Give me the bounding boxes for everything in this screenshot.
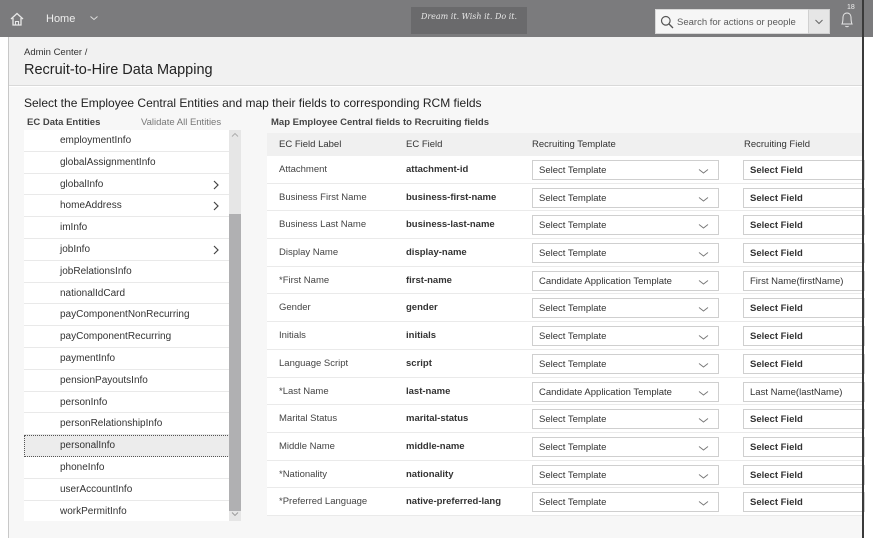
entity-item[interactable] [24,501,230,521]
ec-field-label: Middle Name [279,440,335,452]
recruiting-template-select[interactable] [532,326,719,346]
entity-item[interactable] [24,130,230,152]
recruiting-field-select[interactable] [743,215,865,235]
intro-text: Select the Employee Central Entities and map their fields to corresponding RCM fields [24,96,482,110]
entity-item[interactable] [24,370,230,392]
recruiting-field-select[interactable] [743,271,865,291]
chevron-down-icon [698,500,709,507]
chevron-down-icon [698,390,709,397]
ec-field-id: initials [406,330,437,342]
recruiting-template-select[interactable] [532,160,719,180]
chevron-down-icon [698,334,709,341]
content-area [9,87,862,538]
chevron-right-icon[interactable] [212,180,220,190]
recruiting-field-select[interactable] [743,492,865,512]
chevron-down-icon [698,306,709,313]
recruiting-template-select[interactable] [532,215,719,235]
entity-item[interactable] [24,217,230,239]
table-row [267,405,863,433]
recruiting-template-value: Select Template [539,497,607,509]
recruiting-template-value: Candidate Application Template [539,386,672,398]
chevron-down-icon [698,279,709,286]
table-row [267,239,863,267]
recruiting-template-value: Select Template [539,414,607,426]
recruiting-field-select[interactable] [743,326,865,346]
table-row [267,267,863,295]
recruiting-template-value: Select Template [539,220,607,232]
table-row [267,211,863,239]
recruiting-field-select[interactable] [743,354,865,374]
map-fields-heading: Map Employee Central fields to Recruiting fields [271,117,490,128]
column-header-ec-field: EC Field [406,139,443,150]
recruiting-field-select[interactable] [743,437,865,457]
recruiting-field-select[interactable] [743,409,865,429]
ec-field-id: business-first-name [406,191,497,203]
entity-item[interactable] [24,152,230,174]
recruiting-template-select[interactable] [532,437,719,457]
chevron-down-icon [698,168,709,175]
entity-list-scrollbar[interactable] [229,130,241,521]
table-row [267,184,863,212]
search-input[interactable] [677,13,805,31]
column-header-recruiting-field: Recruiting Field [744,139,810,150]
entity-label: globalAssignmentInfo [60,156,156,168]
ec-field-id: native-preferred-lang [406,496,502,508]
ec-field-id: nationality [406,468,454,480]
recruiting-field-value: Select Field [750,497,803,509]
recruiting-template-value: Select Template [539,469,607,481]
home-menu-button[interactable]: Home [46,13,76,25]
entity-item[interactable] [24,348,230,370]
entity-label: employmentInfo [60,135,132,146]
scroll-down-icon[interactable] [231,511,239,517]
search-icon [660,15,674,29]
field-mapping-table [267,133,863,516]
chevron-right-icon[interactable] [212,245,220,255]
recruiting-field-value: Select Field [750,248,803,260]
recruiting-template-value: Select Template [539,248,607,260]
recruiting-field-value: First Name(firstName) [750,275,844,287]
entity-label: jobInfo [60,243,91,255]
entity-label: personInfo [60,396,108,408]
chevron-down-icon [698,417,709,424]
entity-label: paymentInfo [60,352,116,364]
window-right-border [862,0,864,538]
table-row [267,461,863,489]
page-header [9,37,862,86]
recruiting-template-value: Select Template [539,192,607,204]
entity-item[interactable] [24,326,230,348]
table-header [267,133,863,156]
recruiting-template-value: Candidate Application Template [539,275,672,287]
ec-field-label: Attachment [279,164,328,175]
entity-label: personRelationshipInfo [60,418,163,430]
recruiting-template-select[interactable] [532,271,719,291]
bell-icon[interactable] [838,9,856,29]
recruiting-field-value: Last Name(lastName) [750,386,843,398]
recruiting-template-select[interactable] [532,188,719,208]
ec-field-label: Language Script [279,357,349,369]
breadcrumb-admin-center[interactable]: Admin Center / [24,47,88,58]
page-title: Recruit-to-Hire Data Mapping [24,62,213,78]
recruiting-field-select[interactable] [743,160,865,180]
chevron-down-icon [698,473,709,480]
recruiting-template-select[interactable] [532,298,719,318]
chevron-down-icon [698,223,709,230]
recruiting-template-value: Select Template [539,303,607,315]
recruiting-field-select[interactable] [743,382,865,402]
recruiting-field-value: Select Field [750,469,803,481]
chevron-down-icon [814,18,824,26]
recruiting-field-select[interactable] [743,243,865,263]
ec-field-label: Business Last Name [279,219,367,231]
recruiting-template-select[interactable] [532,409,719,429]
recruiting-template-value: Select Template [539,165,607,176]
entity-item[interactable] [24,283,230,305]
recruiting-field-select[interactable] [743,188,865,208]
entity-item[interactable] [24,392,230,414]
table-row [267,156,863,184]
ec-field-id: first-name [406,274,452,286]
chevron-down-icon [698,251,709,258]
recruiting-template-select[interactable] [532,382,719,402]
entity-label: globalInfo [60,178,104,190]
recruiting-template-value: Select Template [539,441,607,453]
chevron-down-icon[interactable] [89,13,99,23]
entity-label: personalInfo [60,440,116,452]
column-header-ec-field-label: EC Field Label [279,139,342,150]
entity-item[interactable] [24,479,230,501]
ec-field-label: Gender [279,302,311,314]
entity-item[interactable] [24,174,230,196]
ec-field-label: Business First Name [279,191,367,203]
ec-data-entities-heading: EC Data Entities [27,117,101,128]
entity-label: nationalIdCard [60,287,126,299]
chevron-right-icon[interactable] [212,201,220,211]
recruiting-field-value: Select Field [750,192,803,204]
chevron-down-icon [698,362,709,369]
entity-item[interactable] [24,304,230,326]
company-slogan-logo: Dream it. Wish it. Do it. [411,7,527,34]
entity-label: imInfo [60,222,88,234]
entity-label: userAccountInfo [60,483,133,495]
table-row [267,322,863,350]
recruiting-field-value: Select Field [750,358,803,370]
ec-field-label: *Preferred Language [279,496,368,508]
recruiting-field-value: Select Field [750,331,803,343]
recruiting-field-value: Select Field [750,303,803,315]
entity-label: jobRelationsInfo [60,265,132,277]
entity-list [24,130,230,521]
recruiting-template-select[interactable] [532,243,719,263]
scroll-up-icon[interactable] [231,132,239,138]
ec-field-id: gender [406,302,438,314]
home-icon[interactable] [9,11,25,27]
shell-bar [0,0,873,37]
recruiting-field-value: Select Field [750,441,803,453]
ec-field-label: Initials [279,330,306,342]
recruiting-template-select[interactable] [532,465,719,485]
column-header-recruiting-template: Recruiting Template [532,139,616,150]
notification-count-badge: 18 [847,4,855,11]
ec-field-id: business-last-name [406,219,495,231]
recruiting-field-value: Select Field [750,414,803,426]
entity-item[interactable] [24,413,230,435]
ec-field-label: Marital Status [279,413,338,425]
entity-label: workPermitInfo [60,505,127,517]
ec-field-label: *First Name [279,274,330,286]
ec-field-label: *Nationality [279,468,328,480]
search-scope-dropdown[interactable] [808,9,830,34]
scrollbar-thumb[interactable] [229,214,241,511]
entity-item[interactable] [24,435,230,457]
entity-item[interactable] [24,457,230,479]
entity-item[interactable] [24,239,230,261]
entity-item[interactable] [24,195,230,217]
recruiting-field-value: Select Field [750,165,803,176]
ec-field-id: marital-status [406,413,469,425]
recruiting-template-value: Select Template [539,358,607,370]
table-row [267,294,863,322]
ec-field-id: middle-name [406,440,465,452]
ec-field-label: Display Name [279,247,339,259]
chevron-down-icon [698,196,709,203]
recruiting-template-select[interactable] [532,354,719,374]
entity-item[interactable] [24,261,230,283]
recruiting-field-value: Select Field [750,220,803,232]
ec-field-id: display-name [406,247,467,259]
table-row [267,378,863,406]
entity-label: payComponentRecurring [60,331,172,343]
entity-label: homeAddress [60,200,122,212]
ec-field-label: *Last Name [279,385,329,397]
table-row [267,350,863,378]
ec-field-id: script [406,357,432,369]
chevron-down-icon [698,445,709,452]
recruiting-template-select[interactable] [532,492,719,512]
entity-label: pensionPayoutsInfo [60,374,148,386]
recruiting-field-select[interactable] [743,465,865,485]
search-box[interactable] [655,9,809,34]
table-body [267,156,863,516]
table-row [267,488,863,516]
ec-field-id: attachment-id [406,164,469,175]
recruiting-template-value: Select Template [539,331,607,343]
entity-label: phoneInfo [60,461,105,473]
ec-field-id: last-name [406,385,451,397]
validate-all-entities-link[interactable]: Validate All Entities [141,117,222,128]
table-row [267,433,863,461]
recruiting-field-select[interactable] [743,298,865,318]
entity-label: payComponentNonRecurring [60,309,190,321]
